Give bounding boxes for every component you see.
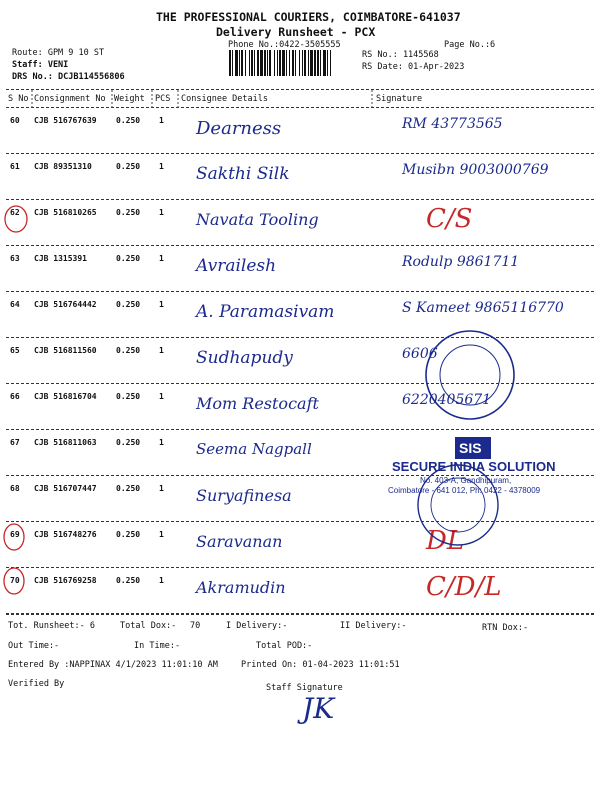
column-lines — [32, 90, 372, 110]
row-consignee-handwritten: Sakthi Silk — [196, 164, 290, 184]
row-sno: 68 — [10, 484, 20, 493]
row-signature-handwritten: C/S — [426, 204, 473, 234]
total-dox-label: Total Dox:- — [120, 621, 177, 631]
row-sno: 67 — [10, 438, 20, 447]
row-pcs: 1 — [159, 300, 164, 309]
row-weight: 0.250 — [116, 346, 141, 355]
row-pcs: 1 — [159, 116, 164, 125]
row-weight: 0.250 — [116, 392, 141, 401]
red-circle-mark — [5, 206, 27, 232]
col-pcs: PCS — [155, 94, 171, 104]
ii-delivery: II Delivery:- — [340, 621, 407, 631]
row-sno: 65 — [10, 346, 20, 355]
row-pcs: 1 — [159, 530, 164, 539]
row-weight: 0.250 — [116, 484, 141, 493]
page-number: Page No.:6 — [444, 40, 496, 50]
row-pcs: 1 — [159, 346, 164, 355]
printed-on: Printed On: 01-04-2023 11:01:51 — [241, 660, 400, 670]
row-consignment: CJB 516748276 — [34, 530, 97, 539]
col-weight: Weight — [114, 94, 145, 104]
row-sno: 69 — [10, 530, 20, 539]
row-consignment: CJB 1315391 — [34, 254, 87, 263]
stamp-address: No. 403-A, Gandhipuram, — [420, 476, 512, 485]
staff-signature-label: Staff Signature — [266, 683, 343, 693]
row-sno: 62 — [10, 208, 20, 217]
row-consignee-handwritten: Sudhapudy — [196, 348, 293, 368]
row-pcs: 1 — [159, 392, 164, 401]
row-signature-handwritten: Rodulp 9861711 — [402, 254, 520, 270]
stamp-city: Coimbatore - 641 012, Ph: 0422 - 4378009 — [388, 486, 541, 495]
staff: Staff: VENI — [12, 60, 69, 70]
out-time: Out Time:- — [8, 641, 60, 651]
row-sno: 66 — [10, 392, 20, 401]
row-pcs: 1 — [159, 208, 164, 217]
verified-by: Verified By — [8, 679, 65, 689]
row-sno: 70 — [10, 576, 20, 585]
row-signature-handwritten: 6220405671 — [402, 392, 492, 408]
row-sno: 64 — [10, 300, 20, 309]
red-circle-mark — [4, 524, 24, 550]
in-time: In Time:- — [134, 641, 181, 651]
row-consignment: CJB 516767639 — [34, 116, 97, 125]
row-consignment: CJB 516811063 — [34, 438, 97, 447]
row-consignee-handwritten: Avrailesh — [196, 256, 277, 276]
row-signature-handwritten: S Kameet 9865116770 — [402, 300, 564, 316]
document-title: THE PROFESSIONAL COURIERS, COIMBATORE-641037 — [156, 10, 461, 24]
row-weight: 0.250 — [116, 208, 141, 217]
document-subtitle: Delivery Runsheet - PCX — [216, 25, 376, 39]
row-sno: 60 — [10, 116, 20, 125]
row-consignee-handwritten: Mom Restocaft — [196, 394, 319, 413]
row-pcs: 1 — [159, 438, 164, 447]
row-consignee-handwritten: Dearness — [196, 118, 282, 139]
col-sno: S No — [8, 94, 29, 104]
row-pcs: 1 — [159, 484, 164, 493]
row-sno: 63 — [10, 254, 20, 263]
row-consignment: CJB 89351310 — [34, 162, 92, 171]
row-consignment: CJB 516707447 — [34, 484, 97, 493]
row-consignee-handwritten: A. Paramasivam — [196, 302, 335, 322]
row-weight: 0.250 — [116, 254, 141, 263]
route: Route: GPM 9 10 ST — [12, 48, 105, 58]
row-consignee-handwritten: Navata Tooling — [196, 210, 319, 229]
row-signature-handwritten: C/D/L — [426, 572, 502, 602]
row-signature-handwritten: DL — [426, 526, 465, 556]
row-consignee-handwritten: Akramudin — [196, 578, 286, 597]
phone-number: Phone No.:0422-3505555 — [228, 40, 341, 50]
col-consignment: Consignment No — [34, 94, 106, 104]
row-consignment: CJB 516764442 — [34, 300, 97, 309]
row-signature-handwritten: Musibn 9003000769 — [402, 162, 549, 178]
rtn-dox: RTN Dox:- — [482, 623, 529, 633]
col-consignee: Consignee Details — [181, 94, 268, 104]
row-signature-handwritten: 6606 — [402, 346, 438, 362]
row-sno: 61 — [10, 162, 20, 171]
tot-runsheet: Tot. Runsheet:- 6 — [8, 621, 95, 631]
entered-by: Entered By :NAPPINAX 4/1/2023 11:01:10 AM — [8, 660, 218, 670]
row-consignee-handwritten: Suryafinesa — [196, 486, 292, 505]
staff-signature-scrawl: JK — [302, 692, 335, 725]
total-dox-value: 70 — [190, 621, 201, 631]
row-consignment: CJB 516810265 — [34, 208, 97, 217]
row-pcs: 1 — [159, 576, 164, 585]
red-circle-mark — [4, 568, 24, 594]
drs-number: DRS No.: DCJB114556806 — [12, 72, 125, 82]
stamp-company: SECURE INDIA SOLUTION — [392, 459, 556, 474]
row-weight: 0.250 — [116, 300, 141, 309]
sis-logo-text: SIS — [459, 440, 482, 456]
row-weight: 0.250 — [116, 116, 141, 125]
row-consignment: CJB 516816704 — [34, 392, 97, 401]
row-pcs: 1 — [159, 162, 164, 171]
row-consignee-handwritten: Seema Nagpall — [196, 440, 312, 458]
row-consignment: CJB 516811560 — [34, 346, 97, 355]
row-weight: 0.250 — [116, 530, 141, 539]
rs-date: RS Date: 01-Apr-2023 — [362, 62, 465, 72]
divider — [6, 614, 594, 615]
row-weight: 0.250 — [116, 438, 141, 447]
row-pcs: 1 — [159, 254, 164, 263]
row-weight: 0.250 — [116, 576, 141, 585]
row-weight: 0.250 — [116, 162, 141, 171]
col-signature: Signature — [376, 94, 423, 104]
total-pod: Total POD:- — [256, 641, 313, 651]
rs-number: RS No.: 1145568 — [362, 50, 439, 60]
row-signature-handwritten: RM 43773565 — [402, 116, 503, 132]
i-delivery: I Delivery:- — [226, 621, 288, 631]
row-consignee-handwritten: Saravanan — [196, 532, 283, 551]
row-consignment: CJB 516769258 — [34, 576, 97, 585]
